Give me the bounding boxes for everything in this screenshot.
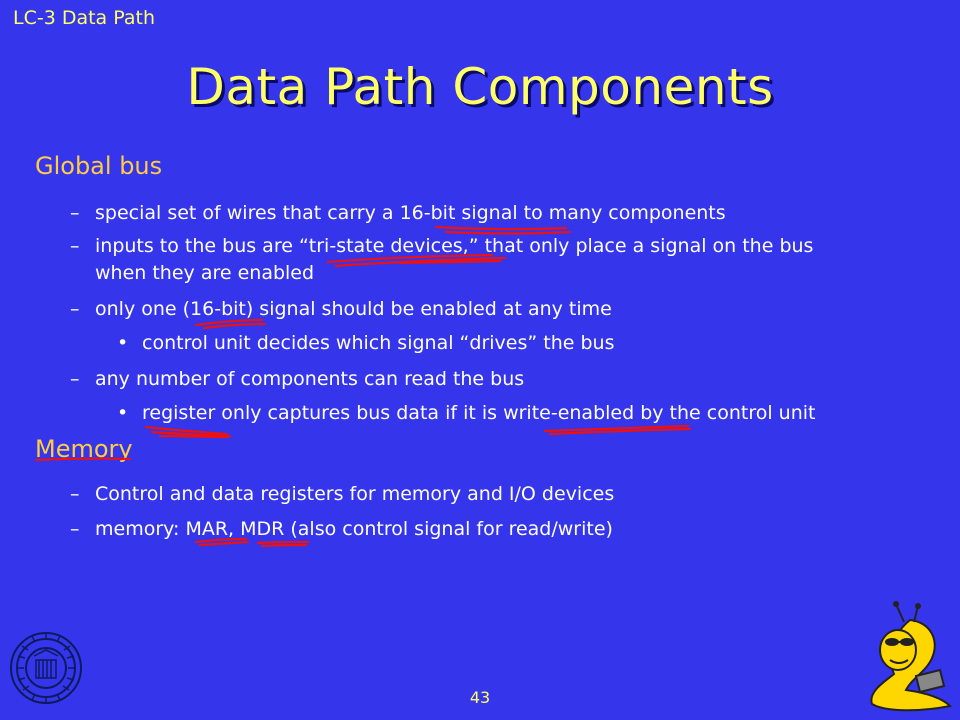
dash-marker: – [70, 202, 80, 224]
dash-marker: – [70, 518, 80, 540]
page-number: 43 [469, 688, 491, 707]
underline-register [146, 427, 226, 434]
dash-marker: – [70, 368, 80, 390]
underline-register-3 [160, 436, 228, 437]
dash-marker: – [70, 298, 80, 320]
dash-marker: – [70, 235, 80, 257]
section-heading-memory: Memory [35, 435, 133, 463]
slide: LC-3 Data Path Data Path Components Global bus – special set of wires that carry a 16-bit signal to many components – inputs to the bus are “tri-state devices,” that only place a signal on the bus when they are enabled – only one (16-bit) signal should be enabled at any time • control unit decides which signal “drives” the bus – any number of components can read the bus • register only captures bus data if it is write-enabled by the control unit Memory – Control and data registers for memory and I/O devices – memory: MAR, MDR (also control signal for read/write) 43 [0, 0, 960, 720]
slide-title: Data Path Components [186, 58, 774, 116]
bullet-marker: • [117, 332, 129, 354]
underline-register-2 [152, 432, 230, 436]
section-heading-global-bus: Global bus [35, 152, 163, 180]
underline-write-enabled-2 [550, 429, 690, 434]
underline-mdr-2 [262, 545, 306, 546]
header-label: LC-3 Data Path [13, 7, 155, 29]
dash-marker: – [70, 483, 80, 505]
bullet-marker: • [117, 402, 129, 424]
